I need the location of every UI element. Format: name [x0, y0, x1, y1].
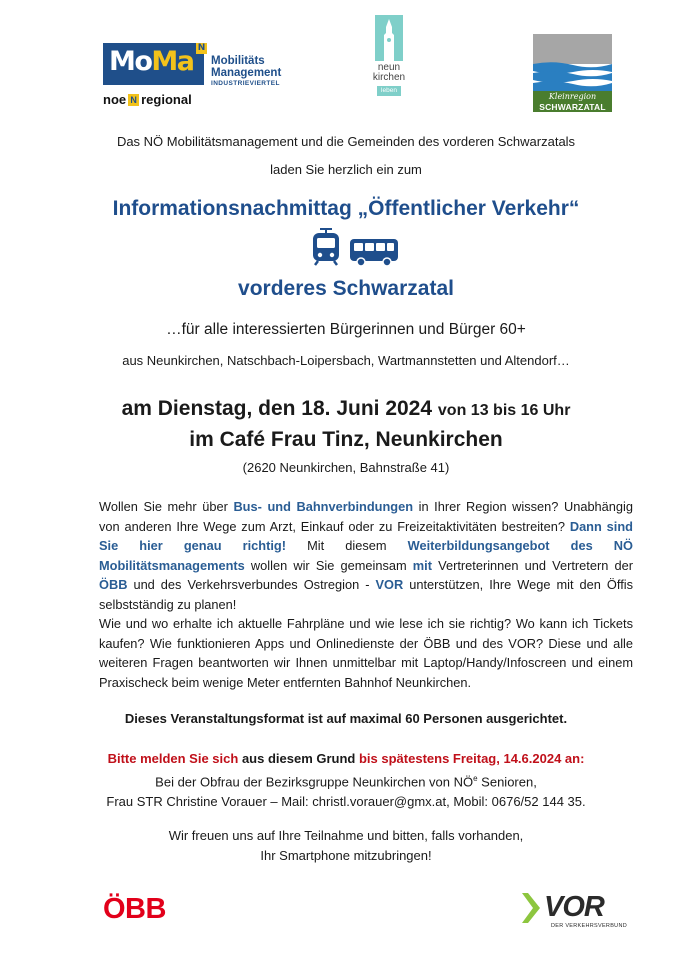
registration-deadline: Bitte melden Sie sich aus diesem Grund bis spätestens Freitag, 14.6.2024 an: [107, 751, 585, 766]
vor-chevron-icon [520, 893, 542, 923]
intro-line1: Das NÖ Mobilitätsmanagement und die Gemeinden des vorderen Schwarzatals [116, 134, 576, 149]
moma-line3: INDUSTRIEVIERTEL [211, 80, 280, 87]
moma-line2: Management [211, 67, 282, 79]
event-title: Informationsnachmittag „Öffentlicher Verkehr“ [112, 197, 580, 220]
neunkirchen-line3: leben [377, 86, 401, 96]
closing-line1: Wir freuen uns auf Ihre Teilnahme und bitten, falls vorhanden, [168, 828, 524, 843]
body-text [99, 497, 633, 692]
body-paragraph-1: Wollen Sie mehr über Bus- und Bahnverbindungen in Ihrer Region wissen? Unabhängig von anderen Ihre Wege zum Arzt, Einkauf oder zu Freizeitaktivitäten bestreiten? Dann sind Sie hier genau richtig! Mit diesem Weiterbildungsangebot des NÖ Mobilitätsmanagements wollen wir Sie gemeinsam mit Vertreterinnen und Vertretern der ÖBB und des Verkehrsverbundes Ostregion - VOR unterstützen, Ihre Wege mit den Öffis selbstständig zu planen! [99, 499, 633, 612]
bus-icon [349, 238, 399, 267]
neunkirchen-logo [367, 15, 411, 99]
capacity-note: Dieses Veranstaltungsformat ist auf maximal 60 Personen ausgerichtet. [124, 711, 568, 726]
obb-logo: ÖBB [103, 893, 166, 925]
noe-regional-logo: noe N regional [103, 92, 192, 107]
registration-contact-line: Bei der Obfrau der Bezirksgruppe Neunkirchen von $NÖ^e$ Senioren, [155, 774, 537, 790]
moma-n-badge: N [197, 43, 206, 53]
moma-logo [103, 43, 288, 111]
kleinregion-name: SCHWARZATAL [539, 102, 606, 112]
moma-mark: MoMa [103, 43, 204, 85]
event-venue: im Café Frau Tinz, Neunkirchen [189, 428, 503, 451]
audience-line: …für alle interessierten Bürgerinnen und Bürger 60+ [166, 321, 526, 338]
neunkirchen-line2: kirchen [372, 72, 406, 83]
tram-icon [311, 228, 341, 266]
event-subtitle: vorderes Schwarzatal [238, 277, 454, 300]
registration-contact-details: Frau STR Christine Vorauer – Mail: christl.vorauer@gmx.at, Mobil: 0676/52 144 35. [106, 794, 586, 810]
registration-block [0, 749, 692, 812]
towns-line: aus Neunkirchen, Natschbach-Loipersbach, Wartmannstetten und Altendorf… [122, 353, 570, 368]
neunkirchen-line1: neun [377, 62, 401, 73]
intro-line2: laden Sie herzlich ein zum [270, 162, 422, 177]
moma-line1: Mobilitäts [211, 55, 265, 67]
kleinregion-logo [533, 34, 612, 112]
closing-note [0, 826, 692, 866]
church-tower-icon [373, 15, 405, 61]
body-paragraph-2: Wie und wo erhalte ich aktuelle Fahrpläne und wie lese ich sie richtig? Wo kann ich Tickets kaufen? Wie funktionieren Apps und Onlinedienste der ÖBB und des VOR? Diese und alle weiteren Fragen beantworten wir Ihnen unmittelbar mit Laptop/Handy/Infoscreen und einem Praxischeck beim wenige Meter entfernten Bahnhof Neunkirchen. [99, 616, 633, 690]
vor-logo [520, 891, 628, 931]
vor-wordmark: VOR [544, 891, 604, 923]
event-date: am Dienstag, den 18. Juni 2024 von 13 bis 16 Uhr [121, 397, 571, 420]
kleinregion-script: Kleinregion [548, 92, 597, 101]
closing-line2: Ihr Smartphone mitzubringen! [260, 848, 432, 863]
river-waves-icon [533, 62, 612, 93]
vor-subtitle: DER VERKEHRSVERBUND [551, 923, 627, 929]
event-address: (2620 Neunkirchen, Bahnstraße 41) [242, 460, 450, 475]
